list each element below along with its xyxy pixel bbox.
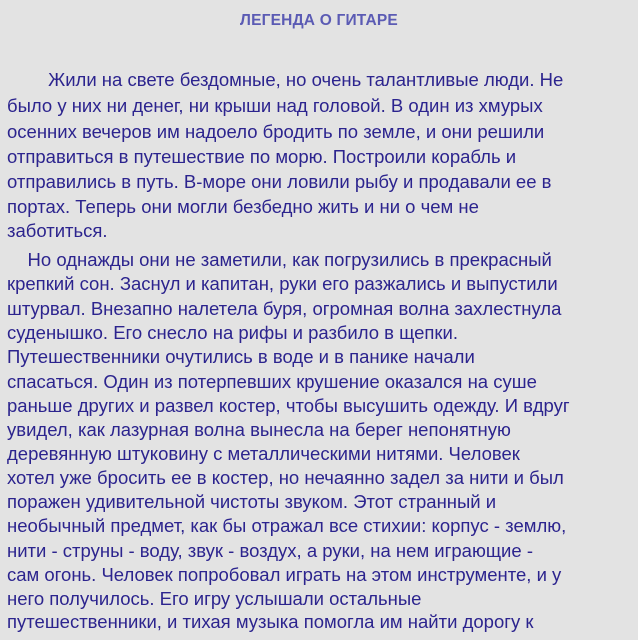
paragraph-2-line-5: Путешественники очутились в воде и в панике начали (7, 346, 475, 367)
paragraph-2-line-7: раньше других и развел костер, чтобы высушить одежду. И вдруг (7, 395, 570, 416)
paragraph-2-line-11: поражен удивительной чистоты звуком. Этот странный и (7, 491, 497, 512)
paragraph-2-line-12: необычный предмет, как бы отражал все стихии: корпус - землю, (7, 515, 567, 536)
paragraph-1-line-3: осенних вечеров им надоело бродить по земле, и они решили (7, 121, 545, 142)
document-title: ЛЕГЕНДА О ГИТАРЕ (240, 12, 398, 29)
paragraph-2-line-1: Но однажды они не заметили, как погрузились в прекрасный (7, 249, 552, 270)
paragraph-2-line-4: суденышко. Его снесло на рифы и разбило в щепки. (7, 322, 459, 343)
paragraph-1-line-6: портах. Теперь они могли безбедно жить и ни о чем не (7, 196, 479, 217)
paragraph-2-line-16: путешественники, и тихая музыка помогла им найти дорогу к (7, 611, 534, 632)
paragraph-1-line-5: отправились в путь. В-море они ловили рыбу и продавали ее в (7, 171, 552, 192)
paragraph-2-line-13: нити - струны - воду, звук - воздух, а руки, на нем играющие - (7, 540, 533, 561)
paragraph-1-line-7: заботиться. (7, 220, 108, 241)
paragraph-2-line-10: хотел уже бросить ее в костер, но нечаянно задел за нити и был (7, 467, 564, 488)
paragraph-2-line-15: него получилось. Его игру услышали остальные (7, 588, 422, 609)
paragraph-2-line-8: увидел, как лазурная волна вынесла на берег непонятную (7, 419, 511, 440)
paragraph-2-line-2: крепкий сон. Заснул и капитан, руки его разжались и выпустили (7, 273, 558, 294)
paragraph-2-line-9: деревянную штуковину с металлическими нитями. Человек (7, 443, 520, 464)
paragraph-2-line-14: сам огонь. Человек попробовал играть на этом инструменте, и у (7, 564, 562, 585)
paragraph-1-line-2: было у них ни денег, ни крыши над головой. В один из хмурых (7, 95, 543, 116)
paragraph-1-line-4: отправиться в путешествие по морю. Построили корабль и (7, 146, 517, 167)
paragraph-2-line-3: штурвал. Внезапно налетела буря, огромная волна захлестнула (7, 298, 562, 319)
paragraph-1-line-1: Жили на свете бездомные, но очень талантливые люди. Не (7, 69, 564, 90)
paragraph-2-line-6: спасаться. Один из потерпевших крушение оказался на суше (7, 371, 537, 392)
